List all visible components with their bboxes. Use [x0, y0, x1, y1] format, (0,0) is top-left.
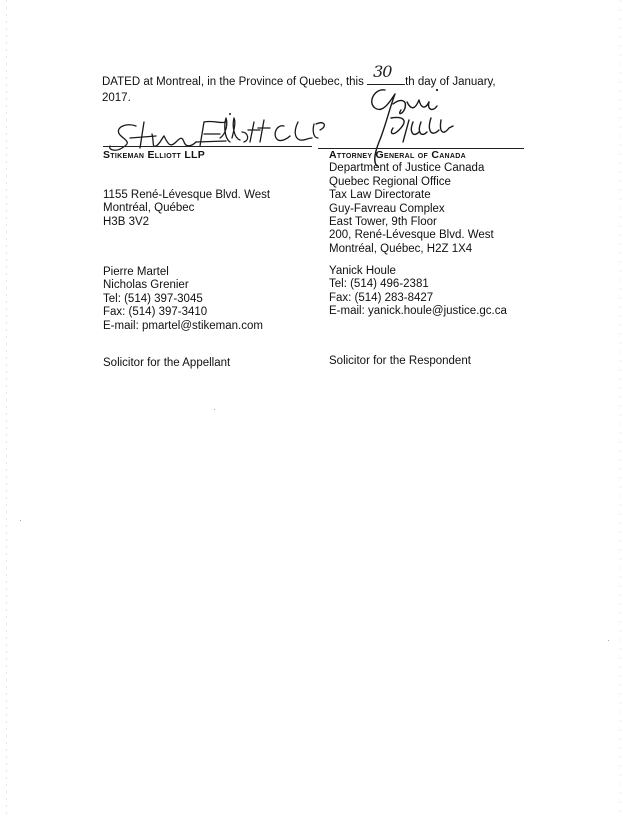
- contact-phone: Tel: (514) 397-3045: [103, 292, 203, 305]
- contact-name: Pierre Martel: [103, 266, 169, 278]
- address-line: Montréal, Québec: [103, 202, 195, 215]
- contact-email: E-mail: pmartel@stikeman.com: [103, 319, 263, 332]
- office-line: Department of Justice Canada: [329, 162, 485, 175]
- scan-speck: [214, 409, 215, 410]
- office-line: Quebec Regional Office: [329, 175, 451, 188]
- contact-name: Nicholas Grenier: [103, 279, 189, 292]
- dated-suffix: th day of January,: [405, 76, 496, 88]
- address-line: 1155 René-Lévesque Blvd. West: [103, 189, 271, 201]
- contact-phone: Tel: (514) 496-2381: [329, 278, 429, 291]
- scan-speck: [20, 520, 21, 521]
- contact-fax: Fax: (514) 397-3410: [103, 306, 208, 319]
- respondent-role: Solicitor for the Respondent: [329, 355, 471, 367]
- respondent-contact: [329, 265, 507, 319]
- office-line: East Tower, 9th Floor: [329, 216, 437, 229]
- scan-edge-left: [6, 0, 7, 816]
- dated-prefix: DATED at Montreal, in the Province of Quebec, this: [102, 76, 364, 88]
- office-line: 200, René-Lévesque Blvd. West: [329, 229, 494, 242]
- appellant-address: [103, 189, 270, 229]
- contact-email: E-mail: yanick.houle@justice.gc.ca: [329, 305, 507, 318]
- dated-year: 2017.: [102, 92, 131, 104]
- office-line: Guy-Favreau Complex: [329, 202, 445, 215]
- respondent-firm-block: [329, 149, 494, 256]
- signature-line-left: [103, 146, 312, 147]
- scan-speck: [608, 640, 609, 641]
- contact-fax: Fax: (514) 283-8427: [329, 291, 434, 304]
- contact-name: Yanick Houle: [329, 265, 396, 277]
- appellant-firm-name: Stikeman Elliott LLP: [103, 149, 206, 161]
- office-line: Tax Law Directorate: [329, 189, 431, 202]
- respondent-firm-name: Attorney General of Canada: [329, 149, 466, 161]
- address-line: H3B 3V2: [103, 215, 150, 228]
- appellant-firm-block: [103, 149, 205, 162]
- scan-edge-right: [620, 0, 621, 816]
- appellant-contact: [103, 266, 263, 333]
- appellant-role: Solicitor for the Appellant: [103, 357, 231, 369]
- office-line: Montréal, Québec, H2Z 1X4: [329, 242, 473, 255]
- day-handwritten: 30: [373, 62, 392, 81]
